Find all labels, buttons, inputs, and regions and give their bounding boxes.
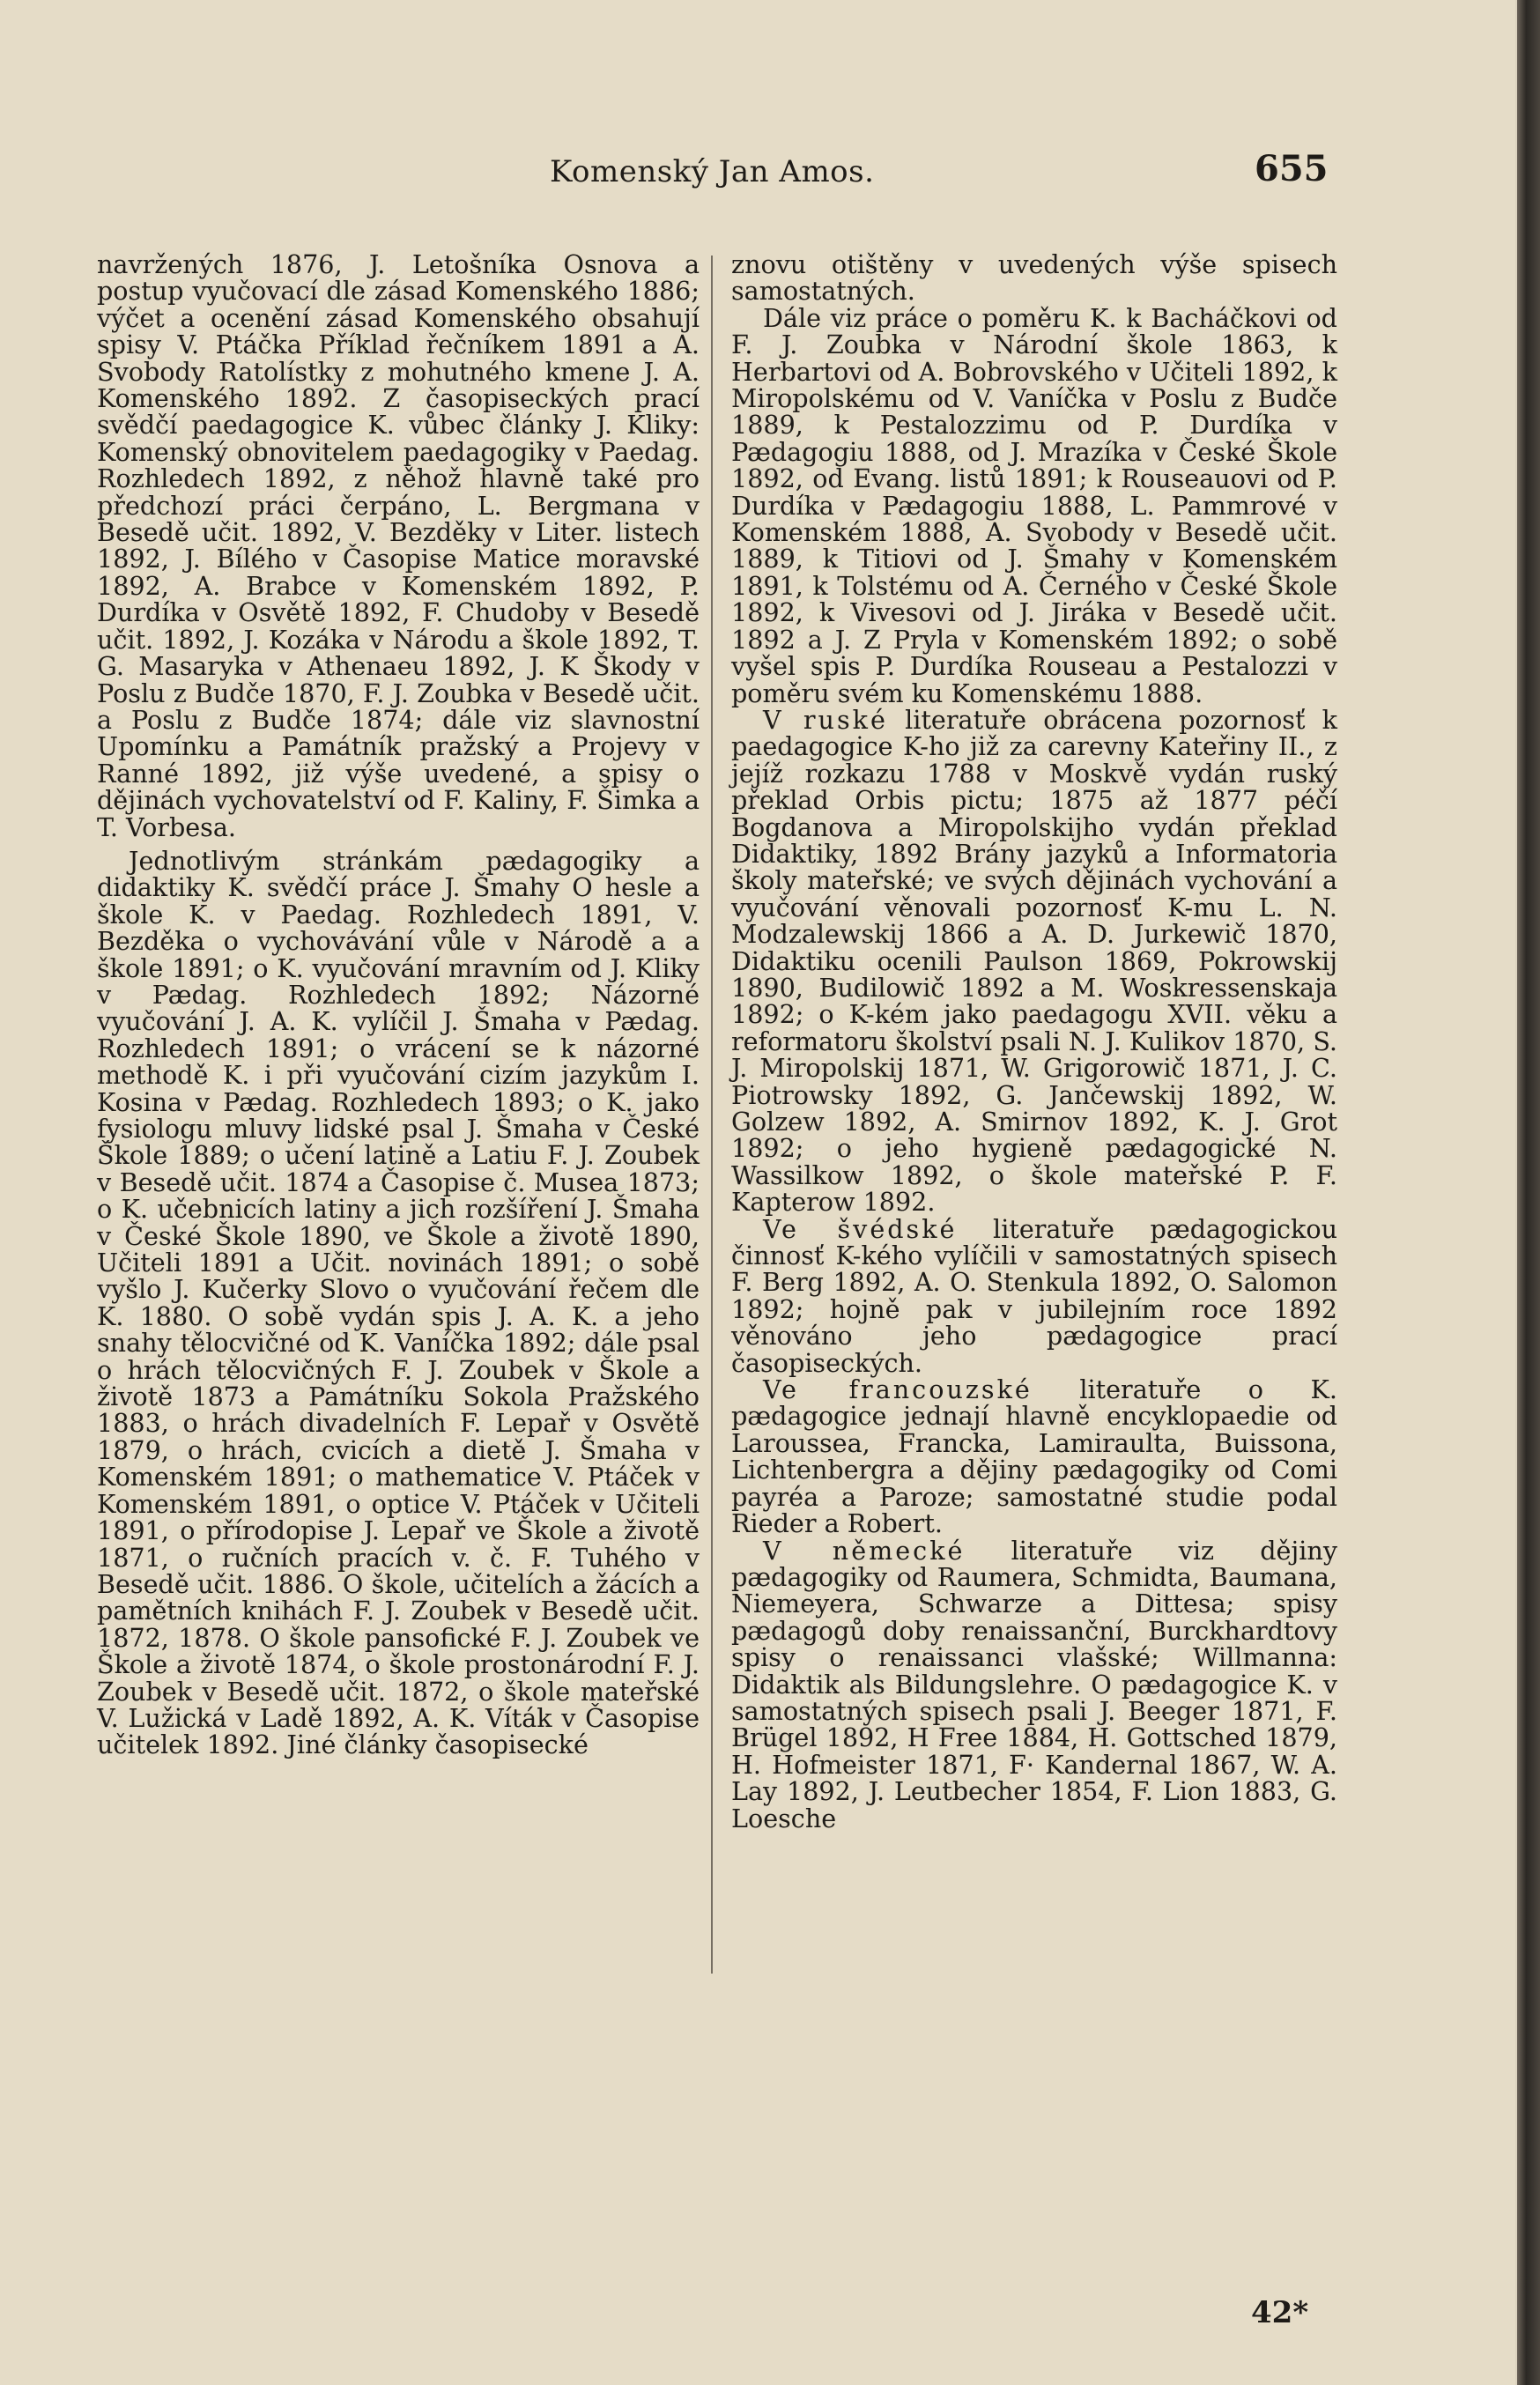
- section-lead-russian: V ruské: [763, 704, 888, 735]
- right-paragraph-6: [731, 1537, 1337, 1832]
- right-paragraph-5-text: literatuře o K. pædagogice jednají hlavně encyklopaedie od Laroussea, Francka, Lamiraulta, Buissona, Lichtenbergra a dějiny pædagogiky od Comi payréa a Paroze; samostatné studie podal Rieder a Robert.: [731, 1374, 1337, 1539]
- page-edge-shadow: [1517, 0, 1540, 2385]
- column-divider: [711, 256, 713, 1974]
- signature-mark: 42*: [1251, 2295, 1309, 2330]
- right-paragraph-3: [731, 704, 1338, 1218]
- section-lead-french: Ve francouzské: [763, 1374, 1033, 1405]
- right-paragraph-4-text: literatuře pædagogickou činnosť K-kého vylíčili v samostatných spisech F. Berg 1892, A. O. Stenkula 1892, O. Salomon 1892; hojně pak v jubilejním roce 1892 věnováno jeho pædagogice prací časopiseckých.: [731, 1213, 1337, 1378]
- right-paragraph-2: Dále viz práce o poměru K. k Bacháčkovi od F. J. Zoubka v Národní škole 1863, k Herbartovi od A. Bobrovského v Učiteli 1892, k Miropolskému od V. Vaníčka v Poslu z Budče 1889, k Pestalozzimu od P. Durdíka v Pædagogiu 1888, od J. Mrazíka v České Škole 1892, od Evang. listů 1891; k Rouseauovi od P. Durdíka v Pædagogiu 1888, L. Pammrové v Komenském 1888, A. Svobody v Besedě učit. 1889, k Titiovi od J. Šmahy v Komenském 1891, k Tolstému od A. Černého v České Škole 1892, k Vivesovi od J. Jiráka v Besedě učit. 1892 a J. Z Pryla v Komenském 1892; o sobě vyšel spis P. Durdíka Rouseau a Pestalozzi v poměru svém ku Komenskému 1888.: [731, 302, 1337, 708]
- left-paragraph-2: Jednotlivým stránkám pædagogiky a didaktiky K. svědčí práce J. Šmahy O hesle a škole K. v Paedag. Rozhledech 1891, V. Bezděka o vychovávání vůle v Národě a a škole 1891; o K. vyučování mravním od J. Kliky v Pædag. Rozhledech 1892; Názorné vyučování J. A. K. vylíčil J. Šmaha v Pædag. Rozhledech 1891; o vrácení se k názorné methodě K. i při vyučování cizím jazykům I. Kosina v Pædag. Rozhledech 1893; o K. jako fysiologu mluvy lidské psal J. Šmaha v České Škole 1889; o učení latině a Latiu F. J. Zoubek v Besedě učit. 1874 a Časopise č. Musea 1873; o K. učebnicích latiny a jich rozšíření J. Šmaha v České Škole 1890, ve Škole a životě 1890, Učiteli 1891 a Učit. novinách 1891; o sobě vyšlo J. Kučerky Slovo o vyučování řečem dle K. 1880. O sobě vydán spis J. A. K. a jeho snahy tělocvičné od K. Vaníčka 1892; dále psal o hrách tělocvičných F. J. Zoubek v Škole a životě 1873 a Památníku Sokola Pražského 1883, o hrách divadelních F. Lepař v Osvětě 1879, o hrách, cvicích a dietě J. Šmaha v Komenském 1891; o mathematice V. Ptáček v Komenském 1891, o optice V. Ptáček v Učiteli 1891, o přírodopise J. Lepař ve Škole a životě 1871, o ručních pracích v. č. F. Tuhého v Besedě učit. 1886. O škole, učitelích a žácích a pamětních knihách F. J. Zoubek v Besedě učit. 1872, 1878. O škole pansofické F. J. Zoubek ve Škole a životě 1874, o škole prostonárodní F. J. Zoubek v Besedě učit. 1872, o škole mateřské V. Lužická v Ladě 1892, A. K. Víták v Časopise učitelek 1892. Jiné články časopisecké: [97, 845, 700, 1760]
- right-paragraph-3-text: literatuře obrácena pozornosť k paedagogice K-ho již za carevny Kateřiny II., z jejíž rozkazu 1788 v Moskvě vydán ruský překlad Orbis pictu; 1875 až 1877 péčí Bogdanova a Miropolskijho vydán překlad Didaktiky, 1892 Brány jazyků a Informatoria školy mateřské; ve svých dějinách vychování a vyučování věnovali pozornosť K-mu L. N. Modzalewskij 1866 a A. D. Jurkewič 1870, Didaktiku ocenili Paulson 1869, Pokrowskij 1890, Budilowič 1892 a M. Woskressenskaja 1892; o K-kém jako paedagogu XVII. věku a reformatoru školství psali N. J. Kulikov 1870, S. J. Miropolskij 1871, W. Grigorowič 1871, J. C. Piotrowsky 1892, G. Jančewskij 1892, W. Golzew 1892, A. Smirnov 1892, K. J. Grot 1892; o jeho hygieně pædagogické N. Wassilkow 1892, o škole mateřské P. F. Kapterow 1892.: [731, 704, 1338, 1218]
- section-lead-german: V německé: [763, 1535, 966, 1566]
- right-column: [731, 251, 1337, 1832]
- page-number: 655: [1255, 148, 1329, 189]
- running-head: Komenský Jan Amos.: [550, 154, 875, 189]
- right-paragraph-6-text: literatuře viz dějiny pædagogiky od Raumera, Schmidta, Baumana, Niemeyera, Schwarze a Dittesa; spisy pædagogů doby renaissanční, Burckhardtovy spisy o renaissanci vlašské; Willmanna: Didaktik als Bildungslehre. O pædagogice K. v samostatných spisech psali J. Beeger 1871, F. Brügel 1892, H Free 1884, H. Gottsched 1879, H. Hofmeister 1871, F· Kandernal 1867, W. A. Lay 1892, J. Leutbecher 1854, F. Lion 1883, G. Loesche: [731, 1535, 1338, 1833]
- right-paragraph-4: [731, 1213, 1337, 1378]
- right-paragraph-1: znovu otištěny v uvedených výše spisech samostatných.: [731, 249, 1337, 307]
- right-paragraph-5: [731, 1376, 1337, 1537]
- section-lead-swedish: Ve švédské: [763, 1213, 958, 1244]
- left-column: [97, 251, 700, 1759]
- left-paragraph-1: navržených 1876, J. Letošníka Osnova a postup vyučovací dle zásad Komenského 1886; výčet a ocenění zásad Komenského obsahují spisy V. Ptáčka Příklad řečníkem 1891 a A. Svobody Ratolístky z mohutného kmene J. A. Komenského 1892. Z časopiseckých prací svědčí paedagogice K. vůbec články J. Kliky: Komenský obnovitelem paedagogiky v Paedag. Rozhledech 1892, z něhož hlavně také pro předchozí práci čerpáno, L. Bergmana v Besedě učit. 1892, V. Bezděky v Liter. listech 1892, J. Bílého v Časopise Matice moravské 1892, A. Brabce v Komenském 1892, P. Durdíka v Osvětě 1892, F. Chudoby v Besedě učit. 1892, J. Kozáka v Národu a škole 1892, T. G. Masaryka v Athenaeu 1892, J. K Škody v Poslu z Budče 1870, F. J. Zoubka v Besedě učit. a Poslu z Budče 1874; dále viz slavnostní Upomínku a Památník pražský a Projevy v Ranné 1892, již výše uvedené, a spisy o dějinách vychovatelství od F. Kaliny, F. Šimka a T. Vorbesa.: [97, 249, 700, 842]
